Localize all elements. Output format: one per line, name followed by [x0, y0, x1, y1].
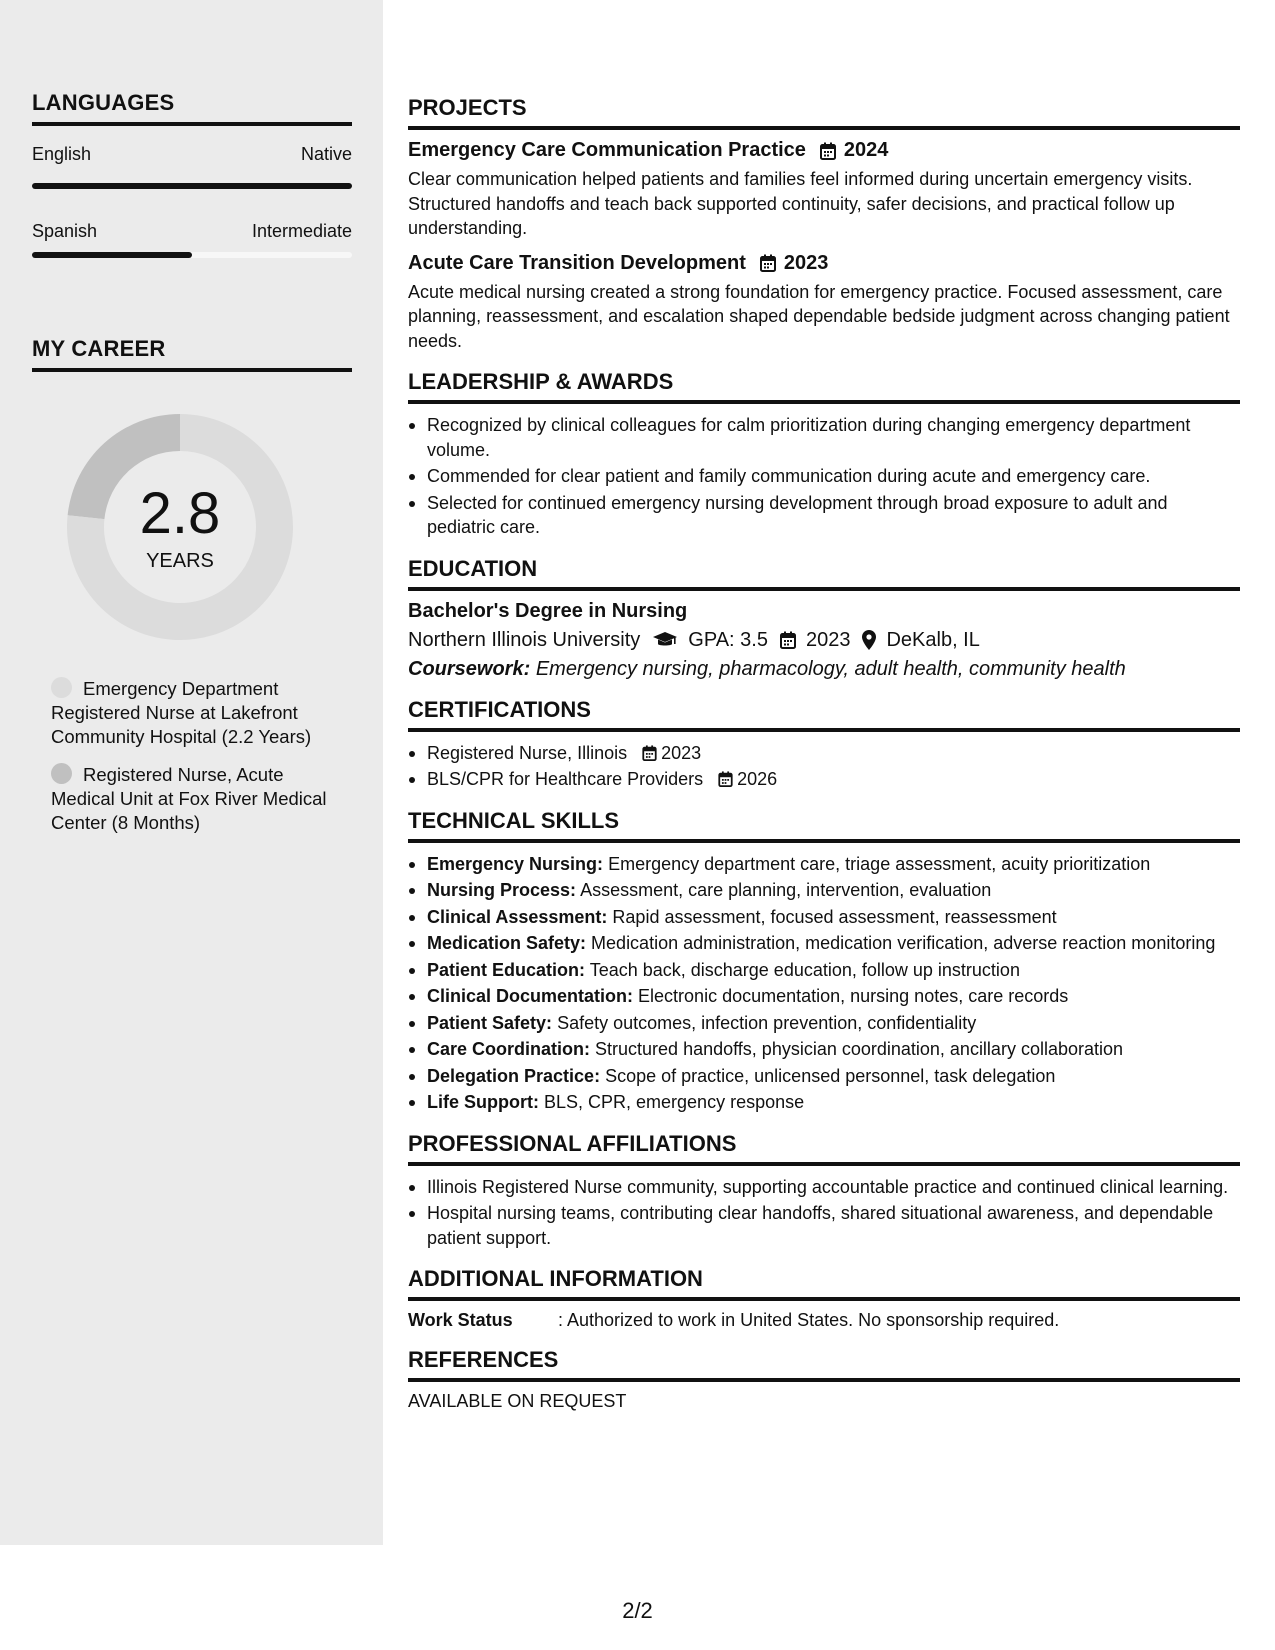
list-item: Selected for continued emergency nursing development through broad exposure to adult and pediatric care. [408, 491, 1240, 540]
education-location: DeKalb, IL [886, 628, 980, 651]
skill-label: Clinical Assessment: [427, 906, 608, 927]
skill-value: Scope of practice, unlicensed personnel, task delegation [605, 1065, 1056, 1086]
list-item [408, 878, 1240, 903]
skill-value: Teach back, discharge education, follow up instruction [589, 959, 1020, 980]
skill-value: Structured handoffs, physician coordination, ancillary collaboration [595, 1039, 1124, 1059]
language-row-spanish [32, 221, 352, 242]
list-item [408, 984, 1240, 1009]
list-item: Hospital nursing teams, contributing clear handoffs, shared situational awareness, and dependable patient support. [408, 1201, 1240, 1250]
skill-label: Medication Safety: [427, 933, 587, 953]
leadership-section [408, 369, 1240, 540]
language-proficiency-bar [32, 252, 352, 258]
calendar-icon [820, 142, 836, 160]
skill-label: Care Coordination: [427, 1039, 591, 1059]
calendar-icon [780, 631, 796, 649]
education-school: Northern Illinois University [408, 628, 641, 651]
project-name: Emergency Care Communication Practice [408, 139, 806, 161]
additional-title: ADDITIONAL INFORMATION [408, 1266, 1240, 1301]
skill-label: Nursing Process: [427, 880, 577, 900]
skill-label: Delegation Practice: [427, 1065, 601, 1086]
education-title: EDUCATION [408, 556, 1240, 591]
calendar-icon [718, 771, 733, 787]
project-title-row [408, 139, 1240, 162]
language-name: Spanish [32, 221, 98, 241]
skill-value: BLS, CPR, emergency response [544, 1092, 805, 1112]
calendar-icon [760, 254, 776, 272]
skills-list [408, 852, 1240, 1115]
career-legend-dot [51, 763, 72, 784]
list-item [408, 1064, 1240, 1089]
leadership-title: LEADERSHIP & AWARDS [408, 369, 1240, 404]
skill-value: Rapid assessment, focused assessment, reassessment [612, 906, 1057, 927]
language-proficiency-fill [32, 183, 352, 189]
skill-label: Patient Safety: [427, 1012, 553, 1033]
language-name: English [32, 144, 92, 164]
career-legend-label: Registered Nurse, Acute Medical Unit at Fox River Medical Center (8 Months) [51, 764, 327, 833]
project-year: 2023 [783, 251, 829, 274]
skill-value: Emergency department care, triage assessment, acuity prioritization [608, 853, 1151, 874]
career-total-unit: YEARS [146, 550, 214, 572]
coursework-label: Coursework: [408, 657, 531, 680]
list-item [408, 767, 1240, 792]
affiliations-list [408, 1175, 1240, 1251]
language-level: Native [300, 144, 352, 164]
career-legend-label: Emergency Department Registered Nurse at Lakefront Community Hospital (2.2 Years) [51, 678, 312, 747]
coursework-value: Emergency nursing, pharmacology, adult health, community health [535, 657, 1126, 680]
certification-name: BLS/CPR for Healthcare Providers [427, 769, 704, 789]
certification-year: 2026 [737, 769, 778, 789]
list-item [408, 741, 1240, 766]
languages-title: LANGUAGES [32, 90, 352, 126]
language-proficiency-fill [32, 252, 192, 258]
language-row-english [32, 144, 352, 165]
list-item: Recognized by clinical colleagues for calm prioritization during changing emergency department volume. [408, 413, 1240, 462]
career-legend-item [51, 677, 336, 749]
skill-label: Patient Education: [427, 959, 586, 980]
certifications-title: CERTIFICATIONS [408, 697, 1240, 732]
education-year: 2023 [805, 628, 851, 651]
references-title: REFERENCES [408, 1347, 1240, 1382]
language-proficiency-bar [32, 183, 352, 189]
map-pin-icon [862, 630, 876, 650]
education-degree: Bachelor's Degree in Nursing [408, 599, 688, 622]
skills-section [408, 808, 1240, 1115]
certification-name: Registered Nurse, Illinois [427, 742, 628, 763]
project-year: 2024 [843, 139, 889, 161]
skill-value: Medication administration, medication verification, adverse reaction monitoring [591, 933, 1216, 953]
list-item [408, 958, 1240, 983]
list-item: Illinois Registered Nurse community, supporting accountable practice and continued clinical learning. [408, 1175, 1240, 1200]
language-level: Intermediate [251, 221, 352, 241]
project-title-row [408, 252, 1240, 275]
education-section [408, 556, 1240, 681]
sidebar [0, 0, 383, 1545]
skill-value: Safety outcomes, infection prevention, confidentiality [557, 1012, 977, 1033]
list-item [408, 1090, 1240, 1115]
graduation-cap-icon [652, 631, 678, 649]
additional-key: Work Status [408, 1310, 513, 1330]
leadership-list [408, 413, 1240, 540]
projects-title: PROJECTS [408, 95, 1240, 130]
career-legend-item [51, 763, 336, 835]
skill-label: Life Support: [427, 1092, 539, 1112]
additional-value: : Authorized to work in United States. No sponsorship required. [558, 1310, 1060, 1330]
additional-row [408, 1310, 1240, 1331]
project-description: Acute medical nursing created a strong foundation for emergency practice. Focused assessment, care planning, reassessment, and escalation shaped dependable bedside judgment across changing patient needs. [408, 281, 1230, 351]
education-coursework [408, 658, 1240, 681]
skill-value: Assessment, care planning, intervention, evaluation [580, 880, 992, 900]
skills-title: TECHNICAL SKILLS [408, 808, 1240, 843]
certification-year: 2023 [661, 742, 702, 763]
career-title: MY CAREER [32, 336, 352, 372]
calendar-icon [642, 745, 657, 761]
main-content [408, 95, 1240, 1428]
education-gpa: GPA: 3.5 [688, 628, 768, 651]
additional-section [408, 1266, 1240, 1331]
references-section [408, 1347, 1240, 1412]
skill-label: Clinical Documentation: [427, 986, 634, 1006]
list-item [408, 931, 1240, 956]
career-legend-dot [51, 677, 72, 698]
list-item [408, 905, 1240, 930]
career-total-value: 2.8 [139, 481, 221, 546]
list-item [408, 852, 1240, 877]
certifications-section [408, 697, 1240, 792]
references-text: AVAILABLE ON REQUEST [408, 1391, 627, 1411]
skill-label: Emergency Nursing: [427, 853, 604, 874]
project-description: Clear communication helped patients and families feel informed during uncertain emergency visits. Structured handoffs and teach back supported continuity, safer decisions, and practical follow up understanding. [408, 169, 1193, 238]
certifications-list [408, 741, 1240, 792]
list-item [408, 1037, 1240, 1062]
affiliations-section [408, 1131, 1240, 1251]
affiliations-title: PROFESSIONAL AFFILIATIONS [408, 1131, 1240, 1166]
education-details [408, 629, 1240, 652]
projects-section [408, 95, 1240, 353]
list-item [408, 1011, 1240, 1036]
project-name: Acute Care Transition Development [408, 251, 746, 274]
list-item: Commended for clear patient and family communication during acute and emergency care. [408, 464, 1240, 489]
page-number: 2/2 [622, 1598, 653, 1623]
skill-value: Electronic documentation, nursing notes, care records [638, 986, 1069, 1006]
